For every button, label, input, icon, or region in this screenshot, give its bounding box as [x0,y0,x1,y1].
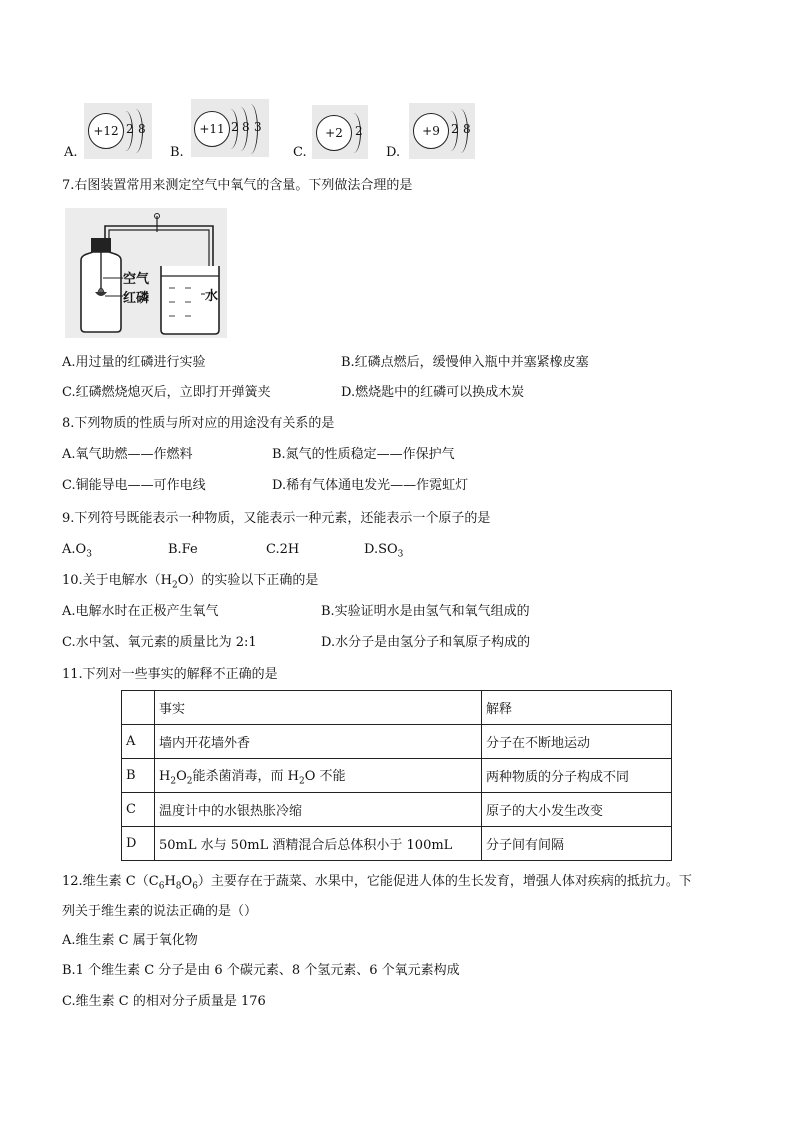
q12-option-b: B.1 个维生素 C 分子是由 6 个碳元素、8 个氢元素、6 个氧元素构成 [62,963,460,978]
q7-option-d: D.燃烧匙中的红磷可以换成木炭 [341,385,525,400]
table-row: A 墙内开花墙外香 分子在不断地运动 [122,725,672,759]
q9-option-c: C.2H [266,542,300,557]
q7-option-c: C.红磷燃烧熄灭后，立即打开弹簧夹 [62,385,271,400]
label-red-phosphorus: 红磷 [123,291,150,306]
q12-stem-line2: 列关于维生素的说法正确的是（） [62,904,258,919]
q10-option-c: C.水中氢、氧元素的质量比为 2:1 [62,635,257,650]
header-fact: 事实 [155,691,482,725]
nucleus: +12 [88,113,124,149]
q9-option-b: B.Fe [168,542,198,557]
option-letter: B. [170,145,184,160]
nucleus: +9 [413,113,449,149]
q9-option-a: $A.O_3$ [62,542,92,560]
nucleus: +11 [194,111,230,147]
q9-stem: 9.下列符号既能表示一种物质，又能表示一种元素，还能表示一个原子的是 [62,511,491,526]
atom-diagram-a: +12 2 8 [84,103,152,159]
q12-stem-line1: 12.维生素 $C(C_6H_8O_6)$主要存在于蔬菜、水果中，它能促进人体的生长发育，增强人体对疾病的抵抗力。下 [62,874,692,892]
option-letter: A. [64,145,78,160]
q8-option-d: D.稀有气体通电发光——作霓虹灯 [272,478,469,493]
q8-option-c: C.铜能导电——可作电线 [62,478,206,493]
label-water: 水 [205,289,219,304]
q8-option-a: A.氧气助燃——作燃料 [62,447,193,462]
q7-option-b: B.红磷点燃后，缓慢伸入瓶中并塞紧橡皮塞 [341,355,589,370]
q12-option-a: A.维生素 C 属于氧化物 [62,933,198,948]
q7-stem: 7.右图装置常用来测定空气中氧气的含量。下列做法合理的是 [62,178,413,193]
facts-table [121,690,672,861]
q12-option-c: C.维生素 C 的相对分子质量是 176 [62,994,266,1009]
nucleus: +2 [316,115,352,151]
q8-option-b: B.氮气的性质稳定——作保护气 [272,447,455,462]
table-row: C 温度计中的水银热胀冷缩 原子的大小发生改变 [122,793,672,827]
q10-option-a: A.电解水时在正极产生氧气 [62,604,219,619]
q10-option-b: B.实验证明水是由氢气和氧气组成的 [321,604,530,619]
atom-diagram-c: +2 2 [312,105,368,161]
header-explanation: 解释 [482,691,672,725]
q10-stem: 10.关于电解水$(H_2O)$的实验以下正确的是 [62,573,319,591]
q11-stem: 11.下列对一些事实的解释不正确的是 [62,667,278,682]
label-air: 空气 [123,272,150,287]
q7-option-a: A.用过量的红磷进行实验 [62,355,206,370]
table-row: B $H_2O_2$能杀菌消毒，而 $H_2O$ 不能 两种物质的分子构成不同 [122,759,672,793]
table-header-row [122,691,672,725]
fact-cell: $H_2O_2$能杀菌消毒，而 $H_2O$ 不能 [155,759,482,793]
atom-diagram-d: +9 2 8 [409,103,475,159]
oxygen-apparatus-figure [65,208,227,338]
q10-option-d: D.水分子是由氢分子和氧原子构成的 [321,635,531,650]
option-letter: C. [293,145,307,160]
option-letter: D. [386,145,401,160]
atom-diagram-b: +11 2 8 3 [191,99,269,155]
table-row: D 50mL 水与 50mL 酒精混合后总体积小于 100mL 分子间有间隔 [122,827,672,861]
q9-option-d: $D.SO_3$ [364,542,404,560]
q8-stem: 8.下列物质的性质与所对应的用途没有关系的是 [62,416,335,431]
